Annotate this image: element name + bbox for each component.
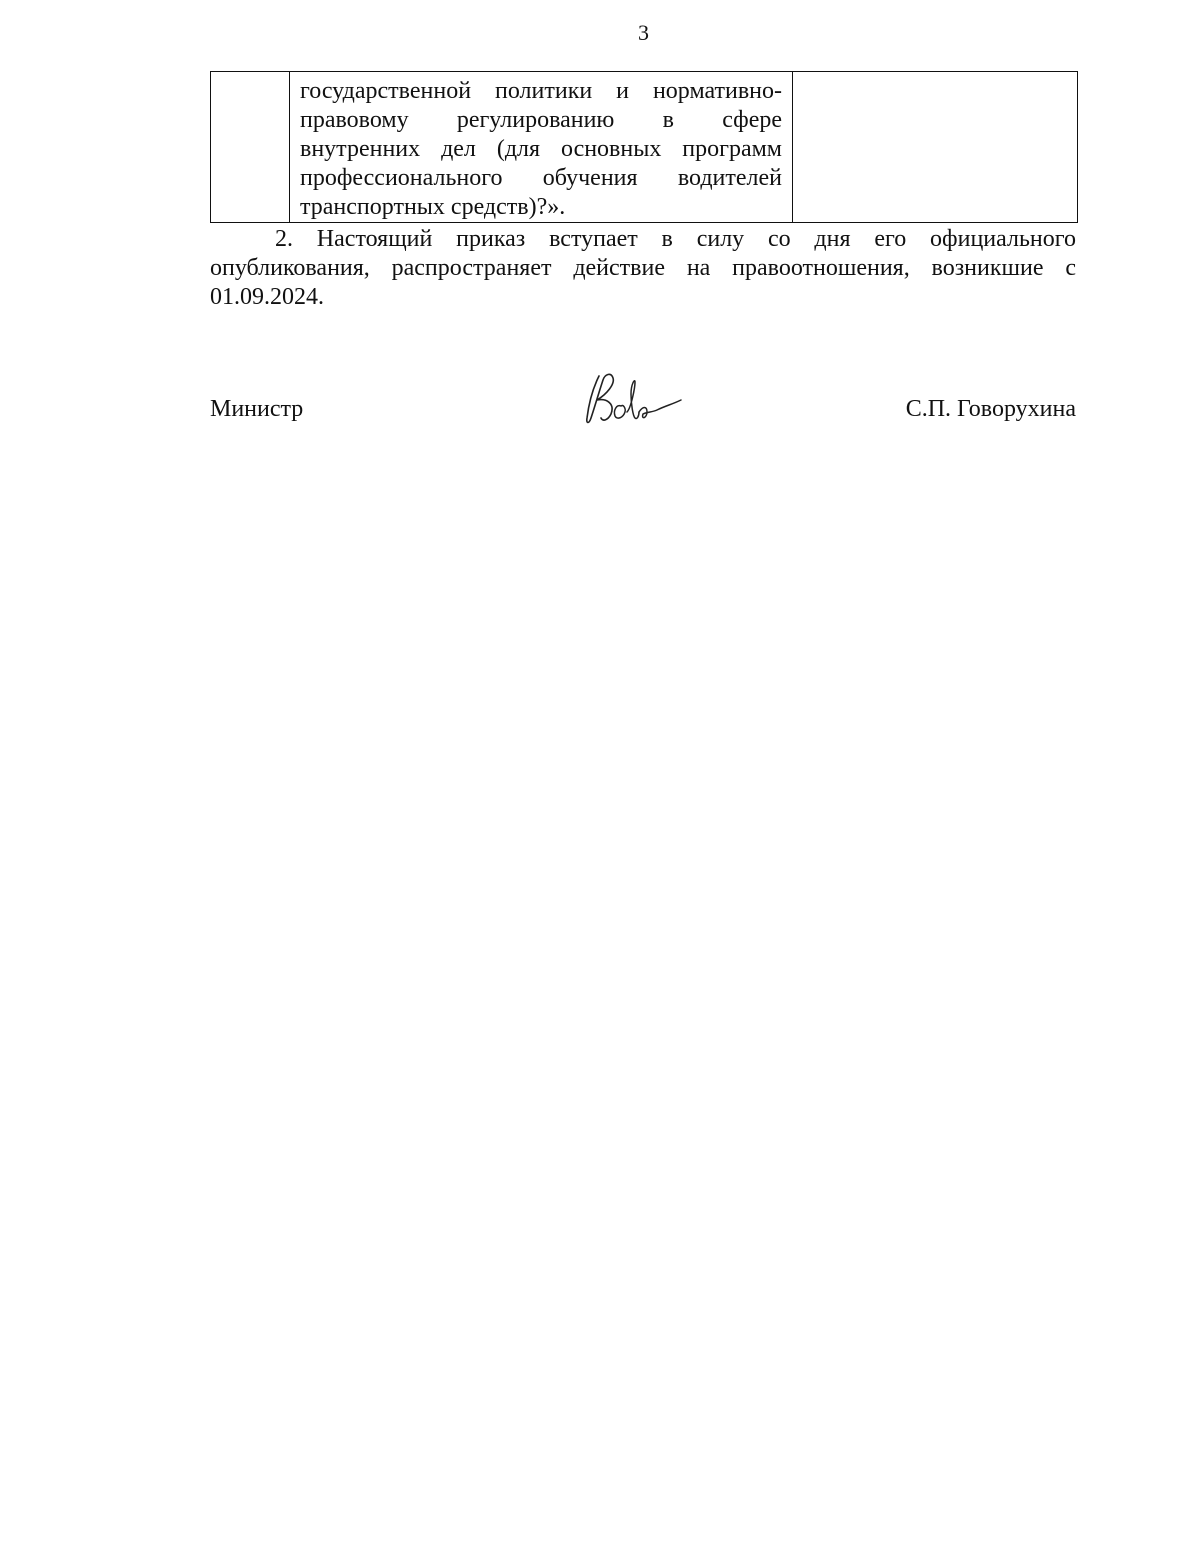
table-cell-line: профессионального обучения водителей: [300, 165, 782, 191]
handwritten-signature: [577, 368, 687, 430]
table-row: [211, 72, 1078, 223]
table-cell-text: [290, 72, 793, 223]
table-cell-number: [211, 72, 290, 223]
table-cell-line: правовому регулированию в сфере: [300, 107, 782, 133]
signature-block: [210, 390, 1076, 430]
table-cell-empty: [793, 72, 1078, 223]
table-cell-line: внутренних дел (для основных программ: [300, 136, 782, 162]
amendment-table: [210, 71, 1078, 223]
table-cell-line: государственной политики и нормативно-: [300, 78, 782, 104]
paragraph-line: опубликования, распространяет действие на правоотношения, возникшие с: [210, 255, 1076, 281]
page-number: 3: [638, 20, 649, 45]
table-cell-line: транспортных средств)?».: [300, 194, 566, 220]
signatory-name: С.П. Говорухина: [905, 396, 1076, 422]
paragraph-line: 01.09.2024.: [210, 284, 324, 310]
paragraph-line: 2. Настоящий приказ вступает в силу со дня его официального: [275, 226, 1076, 252]
paragraph-2: [210, 225, 1076, 312]
signatory-position: Министр: [210, 396, 304, 422]
